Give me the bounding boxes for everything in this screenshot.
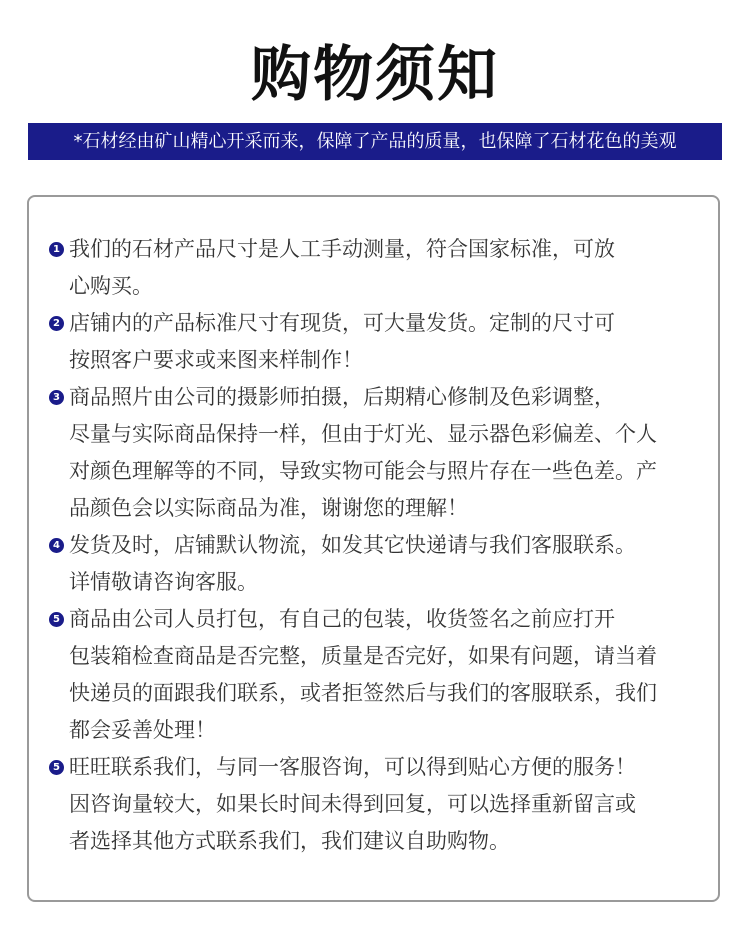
notice-line: 因咨询量较大，如果长时间未得到回复，可以选择重新留言或	[69, 792, 636, 816]
number-badge-icon: 5	[49, 612, 64, 627]
number-badge-icon: 1	[49, 242, 64, 257]
notice-line: 按照客户要求或来图来样制作！	[69, 348, 363, 372]
notice-line: 旺旺联系我们，与同一客服咨询，可以得到贴心方便的服务！	[69, 755, 636, 779]
notice-line: 者选择其他方式联系我们，我们建议自助购物。	[69, 829, 510, 853]
page-title: 购物须知	[251, 40, 499, 110]
number-badge-icon: 5	[49, 760, 64, 775]
notice-line: 对颜色理解等的不同，导致实物可能会与照片存在一些色差。产	[69, 459, 657, 483]
number-badge-icon: 4	[49, 538, 64, 553]
notice-line: 商品由公司人员打包，有自己的包装，收货签名之前应打开	[69, 607, 615, 631]
number-badge-icon: 3	[49, 390, 64, 405]
notice-box	[27, 195, 720, 902]
notice-line: 我们的石材产品尺寸是人工手动测量，符合国家标准，可放	[69, 237, 615, 261]
quality-banner: *石材经由矿山精心开采而来，保障了产品的质量，也保障了石材花色的美观	[28, 123, 722, 160]
notice-line: 尽量与实际商品保持一样，但由于灯光、显示器色彩偏差、个人	[69, 422, 657, 446]
notice-line: 店铺内的产品标准尺寸有现货，可大量发货。定制的尺寸可	[69, 311, 615, 335]
notice-line: 都会妥善处理！	[69, 718, 216, 742]
notice-line: 快递员的面跟我们联系，或者拒签然后与我们的客服联系，我们	[69, 681, 657, 705]
notice-line: 详情敬请咨询客服。	[69, 570, 258, 594]
number-badge-icon: 2	[49, 316, 64, 331]
notice-line: 包装箱检查商品是否完整，质量是否完好，如果有问题，请当着	[69, 644, 657, 668]
notice-line: 品颜色会以实际商品为准，谢谢您的理解！	[69, 496, 468, 520]
notice-line: 心购买。	[69, 274, 153, 298]
notice-line: 发货及时，店铺默认物流，如发其它快递请与我们客服联系。	[69, 533, 636, 557]
notice-line: 商品照片由公司的摄影师拍摄，后期精心修制及色彩调整，	[69, 385, 615, 409]
